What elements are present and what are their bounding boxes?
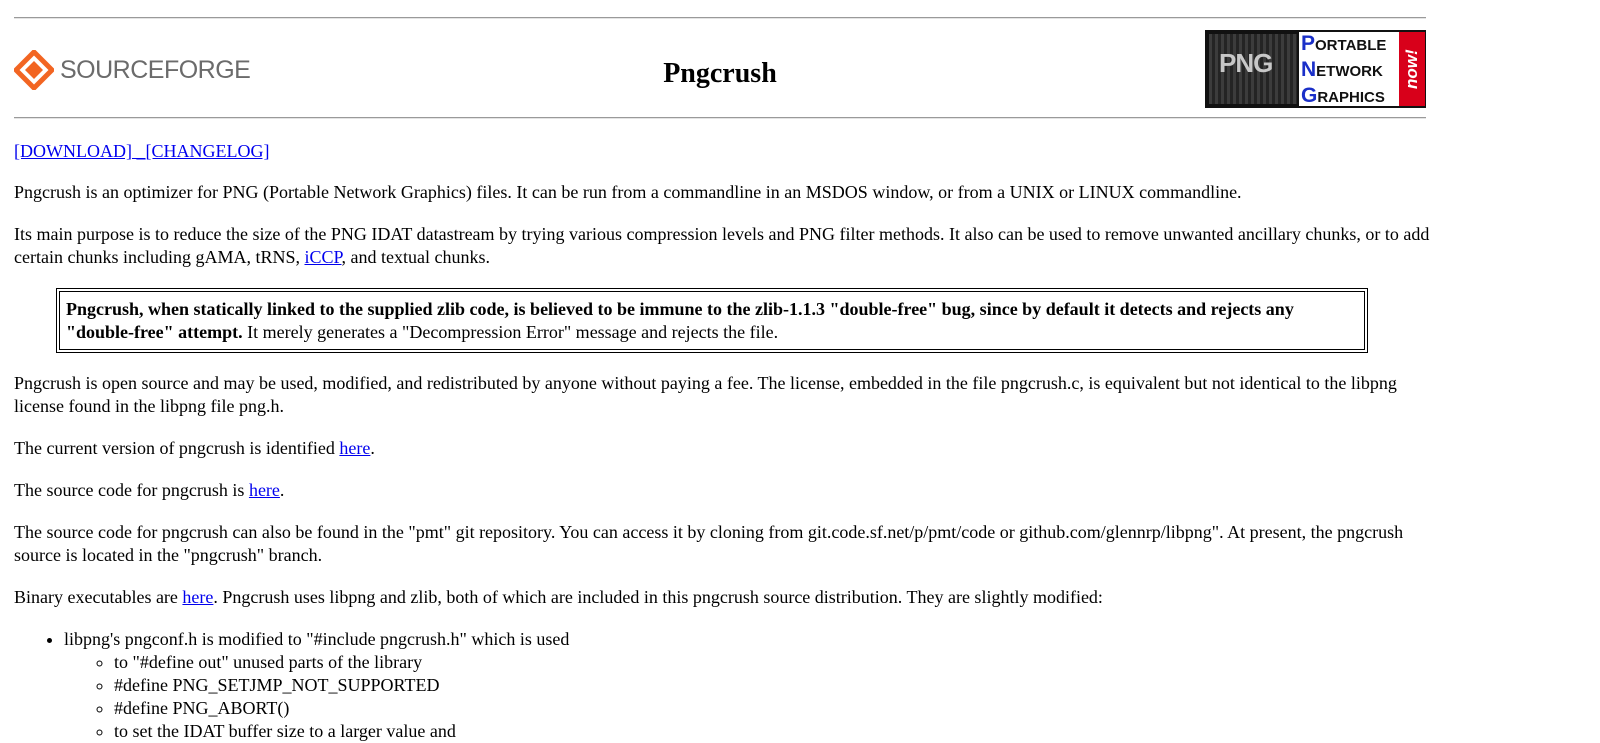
- source-code-link[interactable]: here: [248, 480, 280, 500]
- sub-list: [64, 651, 1434, 743]
- now-label: now!: [1399, 32, 1425, 106]
- download-link[interactable]: [DOWNLOAD]: [14, 141, 132, 161]
- iccp-link[interactable]: iCCP: [304, 247, 342, 267]
- binary-executables-link[interactable]: here: [182, 587, 214, 607]
- sub-list-item: ◦ to "#define out" unused parts of the library: [114, 651, 1434, 674]
- notice-bold-text: Pngcrush, when statically linked to the supplied zlib code, is believed to be immune to the zlib-1.1.3 "double-free" bug, since by default it detects and rejects any "double-free" attempt.: [66, 299, 1294, 342]
- list-item: • libpng's pngconf.h is modified to "#include pngcrush.h" which is used ◦ to "#define out" unused parts of the library ◦ #define PNG_SETJMP_NOT_SUPPORTED ◦ #define PNG_ABORT() ◦ to set the IDAT buffer size to a larger value and: [64, 628, 1434, 743]
- modifications-list: [14, 628, 1434, 743]
- main-content: [14, 140, 1434, 743]
- git-repository-paragraph: The source code for pngcrush can also be found in the "pmt" git repository. You can access it by cloning from git.code.sf.net/p/pmt/code or github.com/glennrp/libpng". At present, the pngcrush source is located in the "pngcrush" branch.: [14, 522, 1404, 565]
- sourceforge-wordmark: SOURCEFORGE: [60, 55, 251, 84]
- current-version-link[interactable]: here: [339, 438, 371, 458]
- changelog-link[interactable]: [CHANGELOG]: [145, 141, 270, 161]
- double-free-notice: [56, 288, 1368, 353]
- binary-executables-paragraph: Binary executables are here. Pngcrush uses libpng and zlib, both of which are included in this pngcrush source distribution. They are slightly modified:: [14, 587, 1103, 607]
- sub-list-item: ◦ #define PNG_SETJMP_NOT_SUPPORTED: [114, 674, 1434, 697]
- license-paragraph: Pngcrush is open source and may be used, modified, and redistributed by anyone without paying a fee. The license, embedded in the file pngcrush.c, is equivalent but not identical to the libpng license found in the libpng file png.h.: [14, 373, 1397, 416]
- png-now-badge[interactable]: [1205, 30, 1426, 108]
- current-version-paragraph: The current version of pngcrush is identified here.: [14, 438, 375, 458]
- notice-text: It merely generates a "Decompression Error" message and rejects the file.: [242, 322, 779, 342]
- header-bottom-rule: [14, 117, 1426, 119]
- header: [0, 18, 1430, 118]
- nav-links: [14, 140, 1434, 163]
- png-logo-image: PNG: [1209, 34, 1297, 104]
- intro-paragraph: Pngcrush is an optimizer for PNG (Portable Network Graphics) files. It can be run from a commandline in an MSDOS window, or from a UNIX or LINUX commandline.: [14, 182, 1242, 202]
- source-code-paragraph: The source code for pngcrush is here.: [14, 480, 285, 500]
- sub-list-item: ◦ #define PNG_ABORT(): [114, 697, 1434, 720]
- nav-separator[interactable]: _: [131, 141, 146, 161]
- portable-network-graphics-text: PORTABLE NETWORK GRAPHICS: [1299, 32, 1399, 106]
- page-title: Pngcrush: [663, 58, 777, 89]
- purpose-paragraph: Its main purpose is to reduce the size of the PNG IDAT datastream by trying various compression levels and PNG filter methods. It also can be used to remove unwanted ancillary chunks, or to add certain chunks including gAMA, tRNS, iCCP, and textual chunks.: [14, 224, 1430, 267]
- sub-list-item: ◦ to set the IDAT buffer size to a larger value and: [114, 720, 1434, 743]
